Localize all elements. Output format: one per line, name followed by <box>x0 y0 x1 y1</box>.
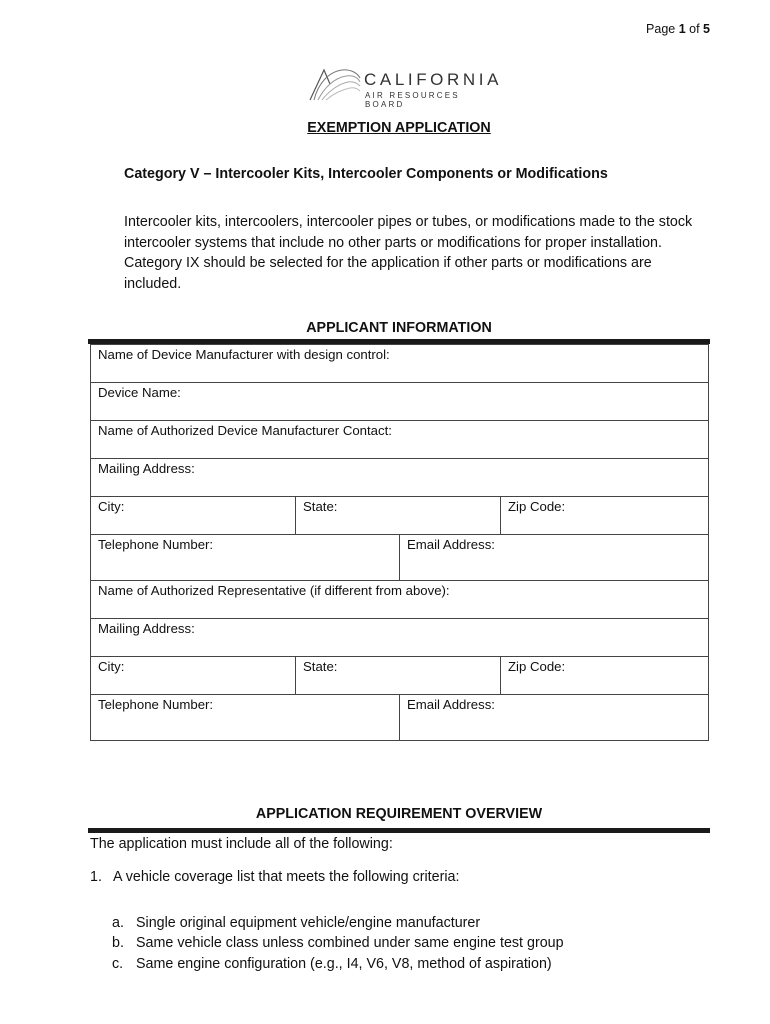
carb-logo <box>308 64 503 109</box>
telephone-field[interactable]: Telephone Number: <box>91 535 400 581</box>
city-field[interactable]: City: <box>91 497 296 535</box>
device-name-field[interactable]: Device Name: <box>91 383 709 421</box>
email-field[interactable]: Email Address: <box>400 535 709 581</box>
list-item <box>90 869 459 885</box>
page-number: Page 1 of 5 <box>646 22 710 36</box>
carb-logo-mark-icon <box>308 64 362 104</box>
overview-intro: The application must include all of the following: <box>90 836 393 852</box>
mailing-address-field[interactable]: Mailing Address: <box>91 459 709 497</box>
representative-state-field[interactable]: State: <box>296 657 501 695</box>
logo-wordmark: CALIFORNIA <box>364 70 503 89</box>
category-description: Intercooler kits, intercoolers, intercooler pipes or tubes, or modifications made to the stock intercooler systems that include no other parts or modifications for proper installation. Category IX should be selected for the application if other parts or modifications are included. <box>124 214 693 292</box>
applicant-form <box>90 344 709 741</box>
criteria-item: c. Same engine configuration (e.g., I4, V6, V8, method of aspiration) <box>112 956 552 972</box>
section-divider <box>88 828 710 833</box>
logo-subtitle: AIR RESOURCES BOARD <box>365 91 460 109</box>
criteria-item: b. Same vehicle class unless combined under same engine test group <box>112 935 564 951</box>
state-field[interactable]: State: <box>296 497 501 535</box>
manufacturer-contact-field[interactable]: Name of Authorized Device Manufacturer Contact: <box>91 421 709 459</box>
representative-email-field[interactable]: Email Address: <box>400 695 709 741</box>
representative-mailing-field[interactable]: Mailing Address: <box>91 619 709 657</box>
category-heading: Category V – Intercooler Kits, Intercooler Components or Modifications <box>124 166 608 182</box>
applicant-section-heading: APPLICANT INFORMATION <box>306 320 492 336</box>
overview-section-heading: APPLICATION REQUIREMENT OVERVIEW <box>255 806 543 822</box>
representative-field[interactable]: Name of Authorized Representative (if different from above): <box>91 581 709 619</box>
criteria-item: a. Single original equipment vehicle/engine manufacturer <box>112 915 481 931</box>
list-item-text: A vehicle coverage list that meets the following criteria: <box>113 869 460 885</box>
manufacturer-field[interactable]: Name of Device Manufacturer with design control: <box>91 345 709 383</box>
document-title: EXEMPTION APPLICATION <box>307 120 491 136</box>
list-number: 1. <box>90 869 102 885</box>
representative-zip-field[interactable]: Zip Code: <box>501 657 709 695</box>
representative-telephone-field[interactable]: Telephone Number: <box>91 695 400 741</box>
representative-city-field[interactable]: City: <box>91 657 296 695</box>
zip-code-field[interactable]: Zip Code: <box>501 497 709 535</box>
